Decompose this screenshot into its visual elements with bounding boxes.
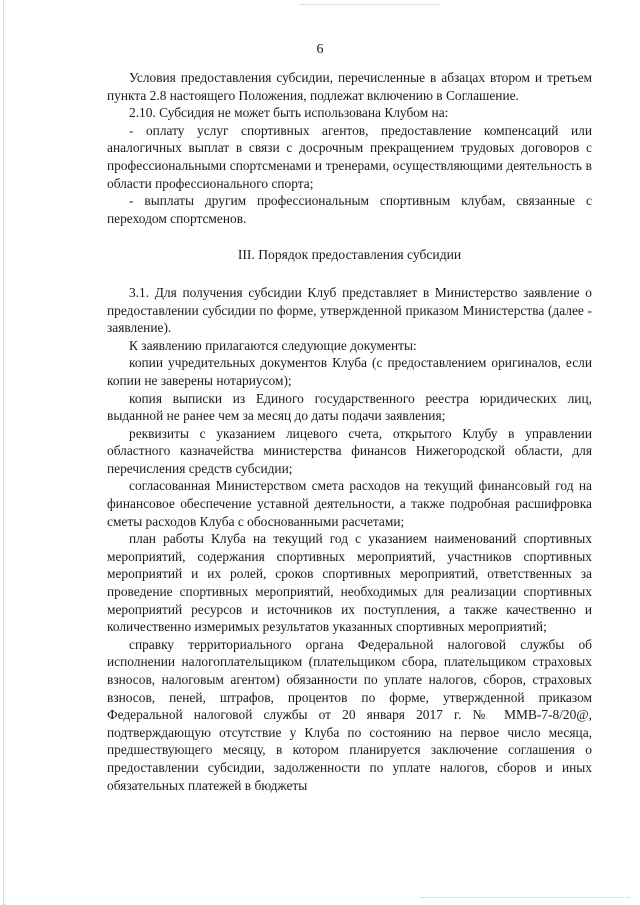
paragraph-conditions: Условия предоставления субсидии, перечисленные в абзацах втором и третьем пункта 2.8 настоящего Положения, подлежат включению в Соглашение. xyxy=(107,70,592,103)
page-number: 6 xyxy=(316,42,324,57)
scan-bottom-artifact xyxy=(420,897,630,899)
paragraph-budget-estimate: согласованная Министерством смета расходов на текущий финансовый год на финансовое обеспечение уставной деятельности, а также подробная расшифровка сметы расходов Клуба с обоснованными расчетами; xyxy=(107,478,592,529)
paragraph-documents-intro: К заявлению прилагаются следующие документы: xyxy=(129,337,417,353)
document-body xyxy=(107,69,592,794)
paragraph-work-plan: план работы Клуба на текущий год с указанием наименований спортивных мероприятий, содержания спортивных мероприятий, участников спортивных мероприятий и их ролей, сроков спортивных мероприятий, ответственных за проведение спортивных мероприятий, необходимых для реализации спортивных мероприятий ресурсов и источников их поступления, а также качественно и количественно измеримых результатов указанных спортивных мероприятий; xyxy=(107,531,592,635)
paragraph-founding-docs: копии учредительных документов Клуба (с предоставлением оригиналов, если копии не заверены нотариусом); xyxy=(107,355,592,388)
paragraph-2-10: 2.10. Субсидия не может быть использована Клубом на: xyxy=(129,105,449,121)
paragraph-transfers: - выплаты другим профессиональным спортивным клубам, связанные с переходом спортсменов. xyxy=(107,193,592,226)
paragraph-account-details: реквизиты с указанием лицевого счета, открытого Клубу в управлении областного казначейства министерства финансов Нижегородской области, для перечисления средств субсидии; xyxy=(107,425,592,476)
scan-edge-artifact xyxy=(3,0,6,905)
scan-top-artifact xyxy=(300,4,440,6)
section-heading: III. Порядок предоставления субсидии xyxy=(237,247,462,263)
paragraph-tax-certificate: справку территориального органа Федеральной налоговой службы об исполнении налогоплательщиком (плательщиком сбора, плательщиком страховых взносов, налоговым агентом) обязанности по уплате налогов, сборов, страховых взносов, пеней, штрафов, процентов по форме, утвержденной приказом Федеральной налоговой службы от 20 января 2017 г. № ММВ-7-8/20@, подтверждающую отсутствие у Клуба по состоянию на первое число месяца, предшествующего месяцу, в котором планируется заключение соглашения о предоставлении субсидии, задолженности по уплате налогов, сборов и иных обязательных платежей в бюджеты xyxy=(107,636,592,793)
paragraph-3-1: 3.1. Для получения субсидии Клуб представляет в Министерство заявление о предоставлении субсидии по форме, утвержденной приказом Министерства (далее - заявление). xyxy=(107,284,592,336)
paragraph-registry-extract: копия выписки из Единого государственного реестра юридических лиц, выданной не ранее чем за месяц до даты подачи заявления; xyxy=(107,390,592,424)
paragraph-agents: - оплату услуг спортивных агентов, предоставление компенсаций или аналогичных выплат в связи с досрочным прекращением трудовых договоров с профессиональными спортсменами и тренерами, осуществляющими деятельность в области профессионального спорта; xyxy=(107,122,592,191)
